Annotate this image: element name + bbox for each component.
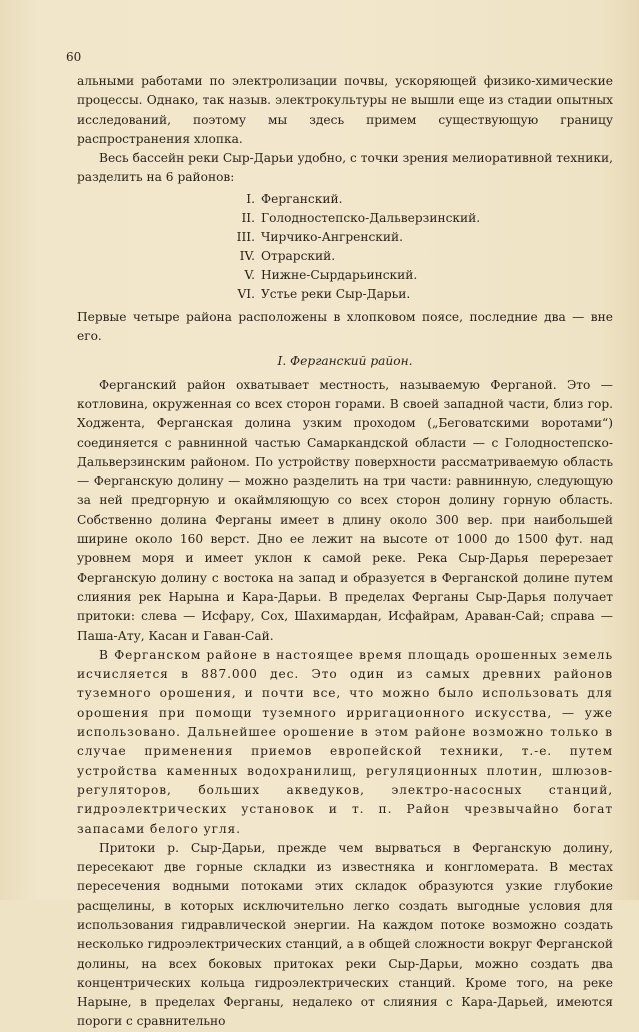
list-item: [225, 247, 613, 266]
section-paragraph: Ферганский район охватывает местность, называемую Ферганой. Это — котловина, окруженная со всех сторон горами. В своей западной части, близ гор. Ходжента, Ферганская долина узким проходом („Беговатскими воротами“) соединяется с равнинной частью Самаркандской области — с Голодностепско-Дальверзинским районом. По устройству поверхности рассматриваемую область — Ферганскую долину — можно разделить на три части: равнинную, следующую за ней предгорную и окаймляющую со всех сторон долину горную область. Собственно долина Ферганы имеет в длину около 300 вер. при наибольшей ширине около 160 верст. Дно ее лежит на высоте от 1000 до 1500 фут. над уровнем моря и имеет уклон к самой реке. Река Сыр-Дарья перерезает Ферганскую долину с востока на запад и образуется в Ферганской долине путем слияния рек Нарына и Кара-Дарьи. В пределах Ферганы Сыр-Дарья получает притоки: слева — Исфару, Сох, Шахимардан, Исфайрам, Араван-Сай; справа — Паша-Ату, Касан и Гаван-Сай.: [77, 377, 613, 643]
section-paragraph: В Ферганском районе в настоящее время площадь орошенных земель исчисляется в 887.000 дес. Это один из самых древних районов туземного орошения, и почти все, что можно было использовать для орошения при помощи туземного ирригационного искусства, — уже использовано. Дальнейшее орошение в этом районе возможно только в случае применения приемов европейской техники, т.-е. путем устройства каменных водохранилищ, регуляционных плотин, шлюзов-регуляторов, больших акведуков, электро-насосных станций, гидроэлектрических установок и т. п. Район чрезвычайно богат запасами белого угля.: [77, 647, 613, 836]
region-name: Голодностепско-Дальверзинский.: [261, 210, 481, 225]
region-numeral: I.: [246, 191, 255, 206]
region-numeral: III.: [236, 229, 255, 244]
region-name: Нижне-Сырдарьинский.: [261, 267, 418, 282]
list-item: [225, 285, 613, 304]
region-numeral: IV.: [239, 248, 255, 263]
region-name: Чирчико-Ангренский.: [261, 229, 404, 244]
region-numeral: VI.: [237, 286, 255, 301]
region-list: [225, 190, 613, 304]
intro-paragraph: альными работами по электролизации почвы, ускоряющей физико-химические процессы. Однако, так назыв. электрокультуры не вышли еще из стадии опытных исследований, поэтому мы здесь примем существующую границу распространения хлопка.: [77, 74, 613, 146]
region-numeral: II.: [241, 210, 255, 225]
region-name: Устье реки Сыр-Дарьи.: [261, 286, 411, 301]
list-item: [225, 190, 613, 209]
page-number: 60: [66, 50, 82, 64]
section-heading: I. Ферганский район.: [277, 354, 413, 369]
region-name: Отрарский.: [261, 248, 336, 263]
list-item: [225, 228, 613, 247]
intro-paragraph: Весь бассейн реки Сыр-Дарьи удобно, с точки зрения мелиоративной техники, разделить на 6 районов:: [77, 151, 613, 185]
after-list-paragraph: Первые четыре района расположены в хлопковом поясе, последние два — вне его.: [77, 309, 613, 344]
list-item: [225, 209, 613, 228]
page-body: [77, 50, 613, 1032]
section-paragraph: Притоки р. Сыр-Дарьи, прежде чем вырваться в Ферганскую долину, пересекают две горные складки из известняка и конгломерата. В местах пересечения водными потоками этих складок образуются узкие глубокие расщелины, в которых исключительно легко создать выгодные условия для использования гидравлической энергии. На каждом потоке возможно создать несколько гидроэлектрических станций, а в общей сложности вокруг Ферганской долины, на всех боковых притоках реки Сыр-Дарьи, можно создать два концентрических кольца гидроэлектрических станций. Кроме того, на реке Нарыне, в пределах Ферганы, недалеко от слияния с Кара-Дарьей, имеются пороги с сравнительно: [77, 840, 613, 1029]
region-numeral: V.: [244, 267, 255, 282]
region-name: Ферганский.: [261, 191, 343, 206]
list-item: [225, 266, 613, 285]
